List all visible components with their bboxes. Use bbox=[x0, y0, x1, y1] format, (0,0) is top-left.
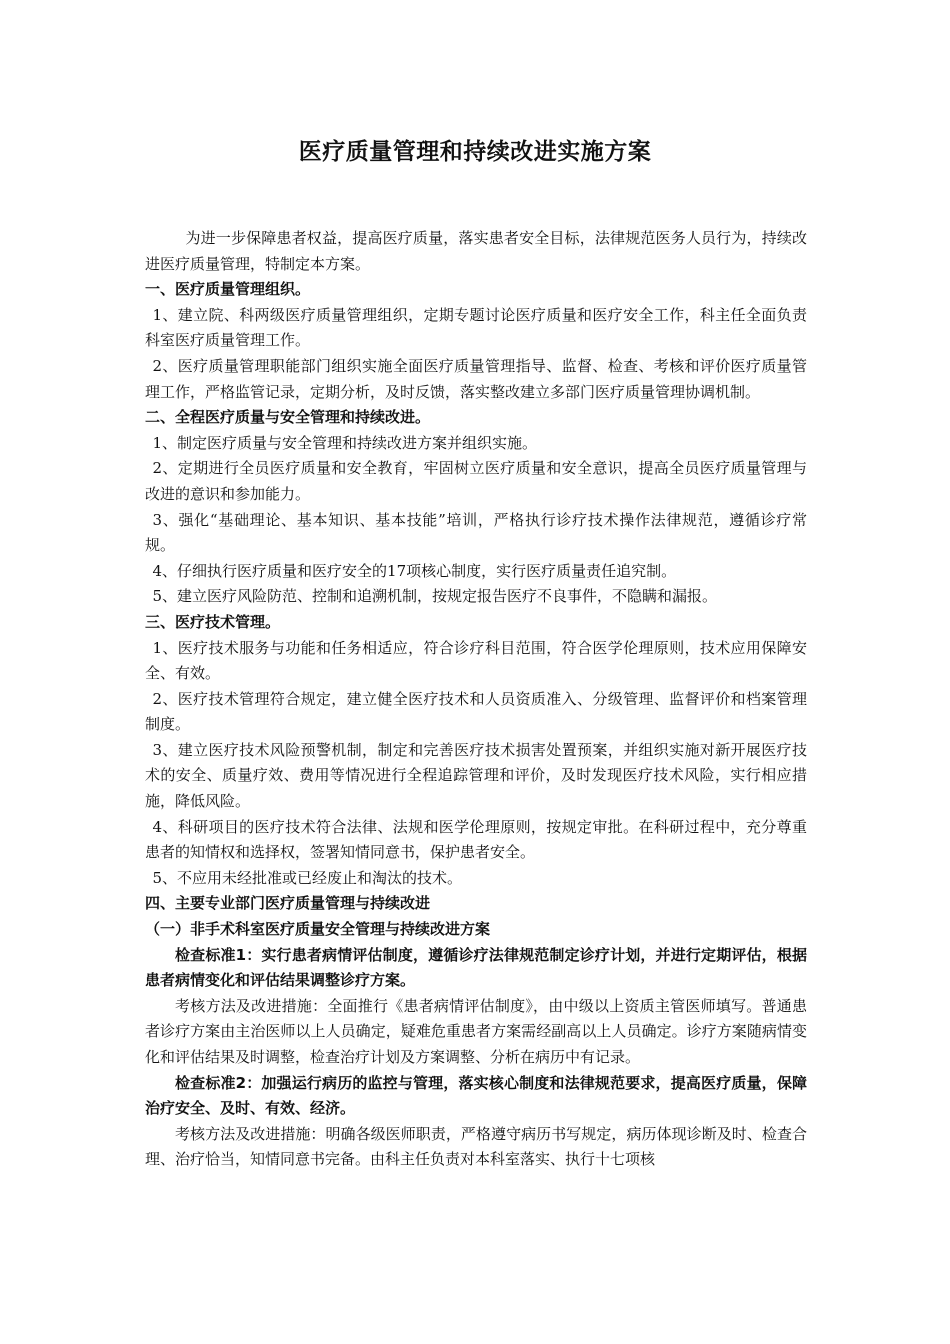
list-item: 5、建立医疗风险防范、控制和追溯机制，按规定报告医疗不良事件，不隐瞒和漏报。 bbox=[152, 587, 718, 606]
list-item: 1、医疗技术服务与功能和任务相适应，符合诊疗科目范围，符合医学伦理原则，技术应用保障安全、有效。 bbox=[145, 638, 807, 683]
intro-paragraph: 为进一步保障患者权益，提高医疗质量，落实患者安全目标，法律规范医务人员行为，持续改进医疗质量管理，特制定本方案。 bbox=[145, 229, 807, 273]
section-heading-4: 四、主要专业部门医疗质量管理与持续改进 bbox=[145, 894, 431, 913]
section-heading-2: 二、全程医疗质量与安全管理和持续改进。 bbox=[145, 408, 431, 427]
section-heading-1: 一、医疗质量管理组织。 bbox=[145, 280, 311, 299]
list-item: 2、定期进行全员医疗质量和安全教育，牢固树立医疗质量和安全意识，提高全员医疗质量管理与改进的意识和参加能力。 bbox=[145, 459, 807, 503]
document-title: 医疗质量管理和持续改进实施方案 bbox=[298, 139, 652, 165]
list-item: 3、建立医疗技术风险预警机制，制定和完善医疗技术损害处置预案，并组织实施对新开展医疗技术的安全、质量疗效、费用等情况进行全程追踪管理和评价，及时发现医疗技术风险，实行相应措施，降低风险。 bbox=[145, 740, 807, 811]
list-item: 4、科研项目的医疗技术符合法律、法规和医学伦理原则，按规定审批。在科研过程中，充分尊重患者的知情权和选择权，签署知情同意书，保护患者安全。 bbox=[145, 817, 807, 862]
check-standard-2: 检查标准2：加强运行病历的监控与管理，落实核心制度和法律规范要求，提高医疗质量，保障治疗安全、及时、有效、经济。 bbox=[145, 1073, 807, 1118]
list-item: 4、仔细执行医疗质量和医疗安全的17项核心制度，实行医疗质量责任追究制。 bbox=[152, 561, 677, 580]
subsection-heading: （一）非手术科室医疗质量安全管理与持续改进方案 bbox=[145, 920, 491, 939]
assessment-method-1: 考核方法及改进措施：全面推行《患者病情评估制度》，由中级以上资质主管医师填写。普通患者诊疗方案由主治医师以上人员确定，疑难危重患者方案需经副高以上人员确定。诊疗方案随病情变化和评估结果及时调整，检查治疗计划及方案调整、分析在病历中有记录。 bbox=[145, 996, 807, 1066]
assessment-method-2: 考核方法及改进措施：明确各级医师职责，严格遵守病历书写规定，病历体现诊断及时、检查合理、治疗恰当，知情同意书完备。由科主任负责对本科室落实、执行十七项核 bbox=[145, 1124, 807, 1169]
list-item: 3、强化“基础理论、基本知识、基本技能”培训，严格执行诊疗技术操作法律规范，遵循诊疗常规。 bbox=[145, 510, 807, 555]
document-body bbox=[145, 226, 807, 1173]
list-item: 1、制定医疗质量与安全管理和持续改进方案并组织实施。 bbox=[152, 433, 538, 452]
list-item: 1、建立院、科两级医疗质量管理组织，定期专题讨论医疗质量和医疗安全工作，科主任全面负责科室医疗质量管理工作。 bbox=[145, 305, 807, 350]
section-heading-3: 三、医疗技术管理。 bbox=[145, 612, 281, 631]
list-item: 2、医疗技术管理符合规定，建立健全医疗技术和人员资质准入、分级管理、监督评价和档案管理制度。 bbox=[145, 689, 807, 734]
list-item: 5、不应用未经批准或已经废止和淘汰的技术。 bbox=[152, 868, 463, 887]
check-standard-1: 检查标准1：实行患者病情评估制度，遵循诊疗法律规范制定诊疗计划，并进行定期评估，根据患者病情变化和评估结果调整诊疗方案。 bbox=[145, 945, 807, 990]
list-item: 2、医疗质量管理职能部门组织实施全面医疗质量管理指导、监督、检查、考核和评价医疗质量管理工作，严格监管记录，定期分析，及时反馈，落实整改建立多部门医疗质量管理协调机制。 bbox=[145, 356, 807, 401]
